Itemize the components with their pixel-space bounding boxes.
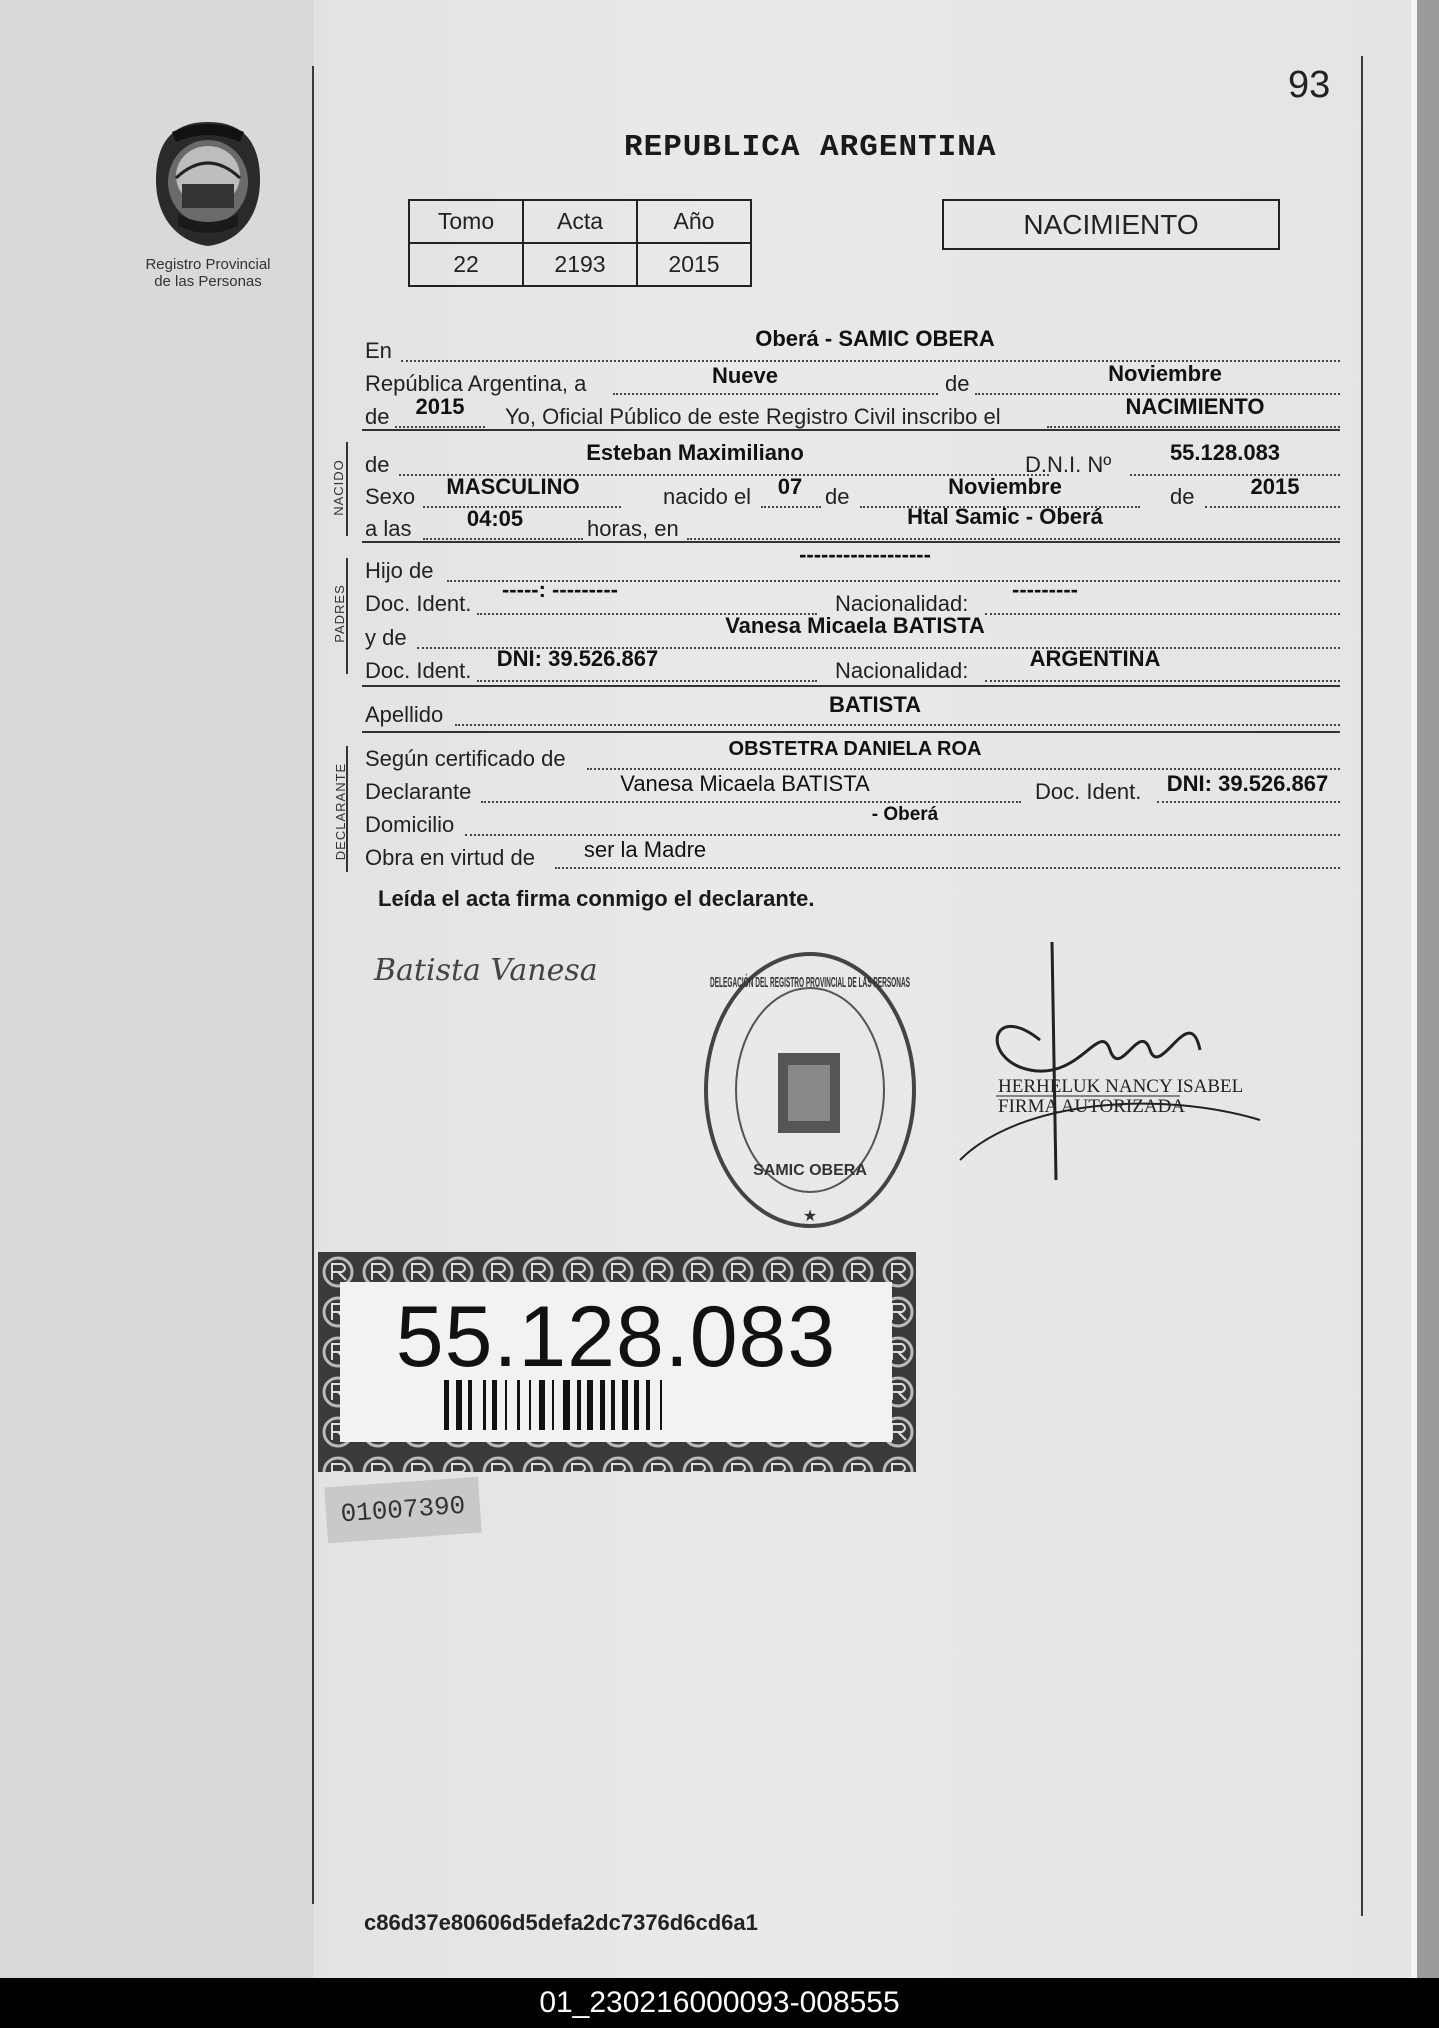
value-nac-anio: 2015 — [1250, 474, 1300, 499]
barcode-bar — [483, 1380, 486, 1430]
section-divider-4 — [362, 731, 1340, 733]
barcode-bar — [563, 1380, 570, 1430]
dots-apellido — [455, 724, 1340, 726]
record-type-box: NACIMIENTO — [942, 199, 1280, 250]
value-decl-doc: DNI: 39.526.867 — [1166, 771, 1329, 796]
dots-dia — [613, 393, 938, 395]
row-declarante — [365, 771, 1340, 809]
page-edge-shadow — [1417, 0, 1439, 1978]
frame-left-line — [312, 66, 314, 1904]
page-number: 93 — [1288, 64, 1331, 106]
official-stamp — [690, 935, 930, 1245]
value-certificado: OBSTETRA DANIELA ROA — [728, 738, 982, 760]
side-label-declarante: DECLARANTE — [333, 762, 349, 861]
label-domicilio: Domicilio — [365, 812, 455, 837]
label-en: En — [365, 338, 392, 363]
value-tipo: NACIMIENTO — [1125, 394, 1265, 419]
barcode-bar — [611, 1380, 615, 1430]
control-number-tag: 01007390 — [324, 1477, 482, 1544]
logo-caption-line1: Registro Provincial — [145, 256, 271, 273]
label-horas: horas, en — [587, 516, 679, 541]
barcode-bar — [646, 1380, 650, 1430]
stamp-text — [710, 973, 910, 991]
dots-decl-doc — [1157, 801, 1340, 803]
label-nac-de: de — [825, 484, 850, 509]
row-apellido — [365, 692, 1340, 732]
value-nac-dia: 07 — [777, 474, 803, 499]
value-anio: 2015 — [415, 394, 465, 419]
value-nombre: Esteban Maximiliano — [586, 440, 804, 465]
official-signature — [960, 940, 1280, 1190]
tomo-table-value-row — [409, 243, 751, 286]
official-name: HERHELUK NANCY ISABEL — [998, 1076, 1244, 1097]
label-certificado: Según certificado de — [365, 746, 566, 771]
bracket-nacido — [346, 442, 348, 536]
barcode-bar — [468, 1380, 472, 1430]
barcode-bar — [529, 1380, 531, 1430]
value-anio: 2015 — [637, 243, 751, 286]
barcode-number: 55.128.083 — [395, 1289, 837, 1385]
dots-tipo — [1047, 426, 1340, 428]
document-hash: c86d37e80606d5defa2dc7376d6cd6a1 — [364, 1910, 758, 1935]
header-anio: Año — [637, 200, 751, 243]
value-dni: 55.128.083 — [1169, 440, 1281, 465]
barcode-bar — [444, 1380, 449, 1430]
label-declarante: Declarante — [365, 779, 472, 804]
side-label-padres: PADRES — [331, 584, 347, 643]
label-padre-doc: Doc. Ident. — [365, 591, 472, 616]
footer-filename-bar: 01_230216000093-008555 — [0, 1978, 1439, 2028]
barcode-bar — [456, 1380, 462, 1430]
barcode-bar — [634, 1380, 639, 1430]
label-madre-nac: Nacionalidad: — [835, 658, 969, 683]
dots-lugar-nac — [687, 538, 1340, 540]
official-role: FIRMA AUTORIZADA — [998, 1096, 1186, 1117]
header-tomo: Tomo — [409, 200, 523, 243]
label-decl-doc: Doc. Ident. — [1035, 779, 1142, 804]
label-sexo: Sexo — [365, 484, 416, 509]
dots-nac-dia — [761, 506, 821, 508]
barcode-bar — [505, 1380, 507, 1430]
dots-madre-doc — [477, 680, 817, 682]
logo-caption-line2: de las Personas — [154, 273, 262, 290]
dots-certificado — [587, 768, 1340, 770]
value-sexo: MASCULINO — [446, 474, 580, 499]
row-obra — [365, 837, 1340, 875]
section-divider-3 — [362, 685, 1340, 687]
section-divider-1 — [362, 429, 1340, 431]
value-hora: 04:05 — [466, 506, 524, 531]
signature-left-text: Batista Vanesa — [374, 953, 598, 988]
value-madre: Vanesa Micaela BATISTA — [725, 613, 985, 638]
barcode-bar — [587, 1380, 593, 1430]
left-margin — [0, 0, 314, 1978]
label-apellido: Apellido — [365, 702, 444, 727]
value-lugar-nac: Htal Samic - Oberá — [907, 504, 1103, 529]
barcode-bar — [600, 1380, 605, 1430]
dots-nac-anio — [1205, 506, 1340, 508]
label-hijo: Hijo de — [365, 558, 434, 583]
dots-padre-nac — [985, 613, 1340, 615]
misiones-seal-logo — [148, 118, 268, 250]
label-de-mes: de — [945, 371, 970, 396]
value-padre-nac: --------- — [1012, 577, 1078, 602]
label-republica: República Argentina, a — [365, 371, 587, 396]
label-nac-de2: de — [1170, 484, 1195, 509]
label-padre-nac: Nacionalidad: — [835, 591, 969, 616]
barcode-bar — [517, 1380, 520, 1430]
header-acta: Acta — [523, 200, 637, 243]
label-nacido: nacido el — [663, 484, 752, 509]
declarante-handwritten-signature — [370, 940, 700, 1000]
value-apellido: BATISTA — [828, 692, 922, 717]
value-tomo: 22 — [409, 243, 523, 286]
value-nac-mes: Noviembre — [948, 474, 1062, 499]
dots-madre-nac — [985, 680, 1340, 682]
value-padre-doc: -----: --------- — [501, 577, 618, 602]
label-madre-doc: Doc. Ident. — [365, 658, 472, 683]
row-madre-doc — [365, 646, 1340, 688]
value-obra: ser la Madre — [583, 837, 707, 862]
dots-declarante — [481, 801, 1021, 803]
label-alas: a las — [365, 516, 412, 541]
barcode-bar — [492, 1380, 497, 1430]
value-domicilio: - Oberá — [871, 804, 939, 825]
value-madre-nac: ARGENTINA — [1029, 646, 1161, 671]
side-label-nacido: NACIDO — [330, 459, 346, 516]
svg-text:★: ★ — [802, 1208, 818, 1225]
value-mes: Noviembre — [1108, 361, 1222, 386]
label-dni: D.N.I. Nº — [1025, 452, 1112, 477]
label-yo: Yo, Oficial Público de este Registro Civil inscribo el — [505, 404, 1001, 429]
barcode-bar — [552, 1380, 554, 1430]
row-domicilio — [365, 804, 1340, 842]
value-lugar: Oberá - SAMIC OBERA — [755, 326, 995, 351]
label-yde: y de — [365, 625, 407, 650]
value-padre: ------------------ — [799, 542, 931, 567]
dots-hora — [423, 538, 583, 540]
label-nombre-de: de — [365, 452, 390, 477]
value-dia: Nueve — [711, 363, 779, 388]
frame-right-line — [1361, 56, 1363, 1916]
value-declarante: Vanesa Micaela BATISTA — [620, 771, 870, 796]
tomo-acta-table — [408, 199, 752, 287]
dots-obra — [555, 867, 1340, 869]
value-madre-doc: DNI: 39.526.867 — [496, 646, 659, 671]
leida-statement: Leída el acta firma conmigo el declarante. — [378, 886, 815, 911]
value-acta: 2193 — [523, 243, 637, 286]
barcode-bar — [577, 1380, 581, 1430]
barcode-bar — [622, 1380, 628, 1430]
barcode-bar — [539, 1380, 545, 1430]
tomo-table-header-row — [409, 200, 751, 243]
barcode-bar — [660, 1380, 662, 1430]
stamp-center-text: SAMIC OBERA — [753, 1162, 867, 1179]
dots-domicilio — [465, 834, 1340, 836]
dots-anio — [395, 426, 485, 428]
logo-caption — [118, 256, 298, 290]
label-obra: Obra en virtud de — [365, 845, 535, 870]
document-title: REPUBLICA ARGENTINA — [624, 130, 997, 165]
label-de-anio: de — [365, 404, 390, 429]
